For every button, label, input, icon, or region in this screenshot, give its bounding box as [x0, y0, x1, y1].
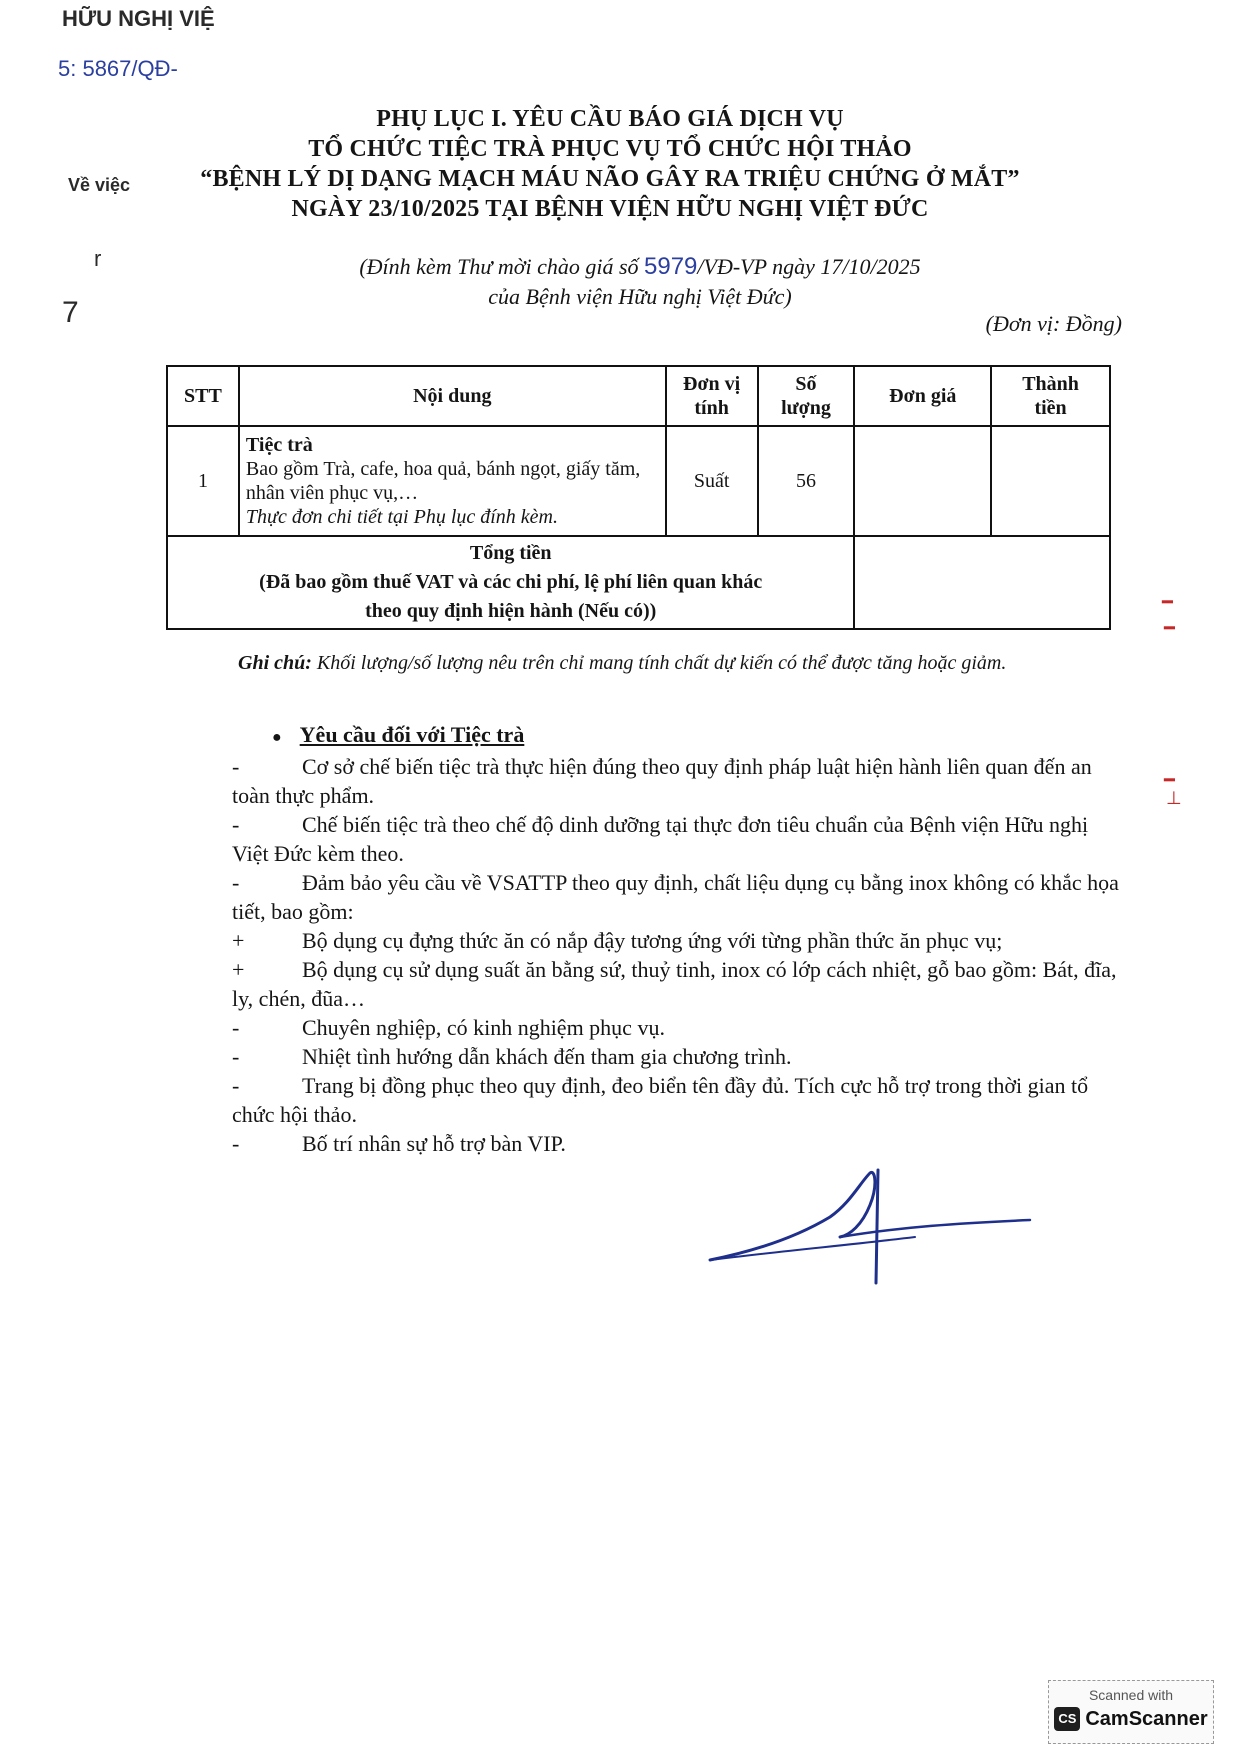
row-stt: 1 [167, 426, 239, 536]
header-unit-price: Đơn giá [854, 366, 991, 426]
requirements-heading [232, 720, 1122, 752]
row-unit: Suất [666, 426, 758, 536]
header-unit [666, 366, 758, 426]
title-line-3: “BỆNH LÝ DỊ DẠNG MẠCH MÁU NÃO GÂY RA TRIỆU CHỨNG Ở MẮT” [200, 166, 1020, 192]
item-title: Tiệc trà [245, 434, 313, 456]
org-header-fragment: HỮU NGHỊ VIỆ [62, 6, 215, 31]
requirement-text: Bố trí nhân sự hỗ trợ bàn VIP. [302, 1131, 566, 1156]
requirements-section [232, 720, 1122, 1158]
header-quantity [758, 366, 855, 426]
requirement-item [232, 868, 1122, 926]
list-marker: - [232, 870, 240, 895]
margin-mark-1: r [94, 246, 102, 271]
requirement-item [232, 1071, 1122, 1129]
red-margin-mark-icon: ━ [1164, 770, 1175, 790]
currency-unit: (Đơn vị: Đồng) [985, 311, 1122, 336]
attachment-line-1 [240, 252, 1040, 282]
list-marker: - [232, 1015, 240, 1040]
camscanner-icon: CS [1054, 1707, 1080, 1731]
requirement-text: Nhiệt tình hướng dẫn khách đến tham gia chương trình. [302, 1044, 792, 1069]
header-content: Nội dung [239, 366, 666, 426]
row-unit-price [854, 426, 991, 536]
header-stt: STT [167, 366, 239, 426]
header-quantity-line-1: Số [795, 373, 817, 395]
scanned-with-label: Scanned with [1088, 1687, 1174, 1703]
row-amount [991, 426, 1110, 536]
row-quantity: 56 [758, 426, 855, 536]
table-note [238, 652, 1006, 675]
title-line-4: NGÀY 23/10/2025 TẠI BỆNH VIỆN HỮU NGHỊ VIỆT ĐỨC [291, 196, 929, 222]
total-line-3: theo quy định hiện hành (Nếu có)) [365, 600, 657, 622]
list-marker: - [232, 1073, 240, 1098]
row-content [239, 426, 666, 536]
list-marker: + [232, 957, 245, 982]
list-marker: - [232, 812, 240, 837]
requirement-item [232, 955, 1122, 1013]
list-marker: + [232, 928, 245, 953]
document-number-fragment: 5: 5867/QĐ- [58, 56, 178, 81]
header-amount [991, 366, 1110, 426]
attachment-prefix: (Đính kèm Thư mời chào giá số [359, 254, 645, 279]
total-label [167, 536, 854, 629]
requirement-item [232, 1013, 1122, 1042]
title-line-2: TỔ CHỨC TIỆC TRÀ PHỤC VỤ TỔ CHỨC HỘI THẢO [308, 136, 912, 162]
header-amount-line-2: tiền [1034, 397, 1067, 419]
item-description: Bao gồm Trà, cafe, hoa quả, bánh ngọt, giấy tăm, nhân viên phục vụ,… [245, 458, 641, 504]
attachment-reference [240, 252, 1040, 312]
camscanner-badge [1048, 1680, 1214, 1744]
header-amount-line-1: Thành [1022, 373, 1079, 395]
list-marker: - [232, 754, 240, 779]
attachment-suffix: /VĐ-VP ngày 17/10/2025 [697, 254, 921, 279]
signature [700, 1165, 1040, 1285]
requirement-text: Bộ dụng cụ đựng thức ăn có nắp đậy tương ứng với từng phần thức ăn phục vụ; [302, 928, 1003, 953]
title-line-1: PHỤ LỤC I. YÊU CẦU BÁO GIÁ DỊCH VỤ [376, 106, 844, 132]
margin-note-fragment: Về việc [68, 175, 131, 195]
header-unit-line-1: Đơn vị [683, 373, 741, 395]
requirement-item [232, 752, 1122, 810]
table-total-row [167, 536, 1110, 629]
red-margin-mark-icon: ━ [1162, 592, 1173, 612]
item-menu-note: Thực đơn chi tiết tại Phụ lục đính kèm. [245, 506, 559, 528]
total-line-1: Tổng tiền [469, 542, 552, 564]
red-margin-mark-icon: ⊥ [1166, 788, 1182, 808]
total-amount [854, 536, 1110, 629]
header-quantity-line-2: lượng [781, 397, 831, 419]
page-title [150, 104, 1070, 224]
requirement-text: Trang bị đồng phục theo quy định, đeo biển tên đầy đủ. Tích cực hỗ trợ trong thời gian tổ chức hội thảo. [232, 1073, 1089, 1127]
camscanner-logo [1049, 1707, 1213, 1731]
requirements-heading-text: Yêu cầu đối với Tiệc trà [299, 722, 525, 747]
requirement-text: Bộ dụng cụ sử dụng suất ăn bằng sứ, thuỷ tinh, inox có lớp cách nhiệt, gỗ bao gồm: Bát, đĩa, ly, chén, đũa… [232, 957, 1117, 1011]
table-header-row [167, 366, 1110, 426]
list-marker: - [232, 1044, 240, 1069]
requirement-text: Chuyên nghiệp, có kinh nghiệm phục vụ. [302, 1015, 665, 1040]
table-row [167, 426, 1110, 536]
red-margin-mark-icon: ━ [1164, 618, 1175, 638]
requirement-text: Cơ sở chế biến tiệc trà thực hiện đúng theo quy định pháp luật hiện hành liên quan đến an toàn thực phẩm. [232, 754, 1092, 808]
handwritten-letter-number: 5979 [644, 253, 698, 280]
requirement-text: Đảm bảo yêu cầu về VSATTP theo quy định, chất liệu dụng cụ bằng inox không có khắc họa tiết, bao gồm: [232, 870, 1119, 924]
attachment-line-2: của Bệnh viện Hữu nghị Việt Đức) [488, 284, 792, 309]
note-text: Khối lượng/số lượng nêu trên chỉ mang tính chất dự kiến có thể được tăng hoặc giảm. [311, 652, 1007, 674]
margin-mark-2: 7 [62, 296, 79, 329]
requirement-item [232, 810, 1122, 868]
quotation-table [166, 365, 1111, 630]
camscanner-name: CamScanner [1085, 1707, 1208, 1730]
requirement-text: Chế biến tiệc trà theo chế độ dinh dưỡng tại thực đơn tiêu chuẩn của Bệnh viện Hữu nghị Việt Đức kèm theo. [232, 812, 1089, 866]
total-line-2: (Đã bao gồm thuế VAT và các chi phí, lệ phí liên quan khác [259, 571, 763, 593]
note-label: Ghi chú: [238, 652, 312, 674]
list-marker: - [232, 1131, 240, 1156]
requirement-item [232, 1129, 1122, 1158]
requirement-item [232, 1042, 1122, 1071]
header-unit-line-2: tính [694, 397, 729, 419]
requirement-item [232, 926, 1122, 955]
bullet-icon: ● [272, 729, 282, 746]
